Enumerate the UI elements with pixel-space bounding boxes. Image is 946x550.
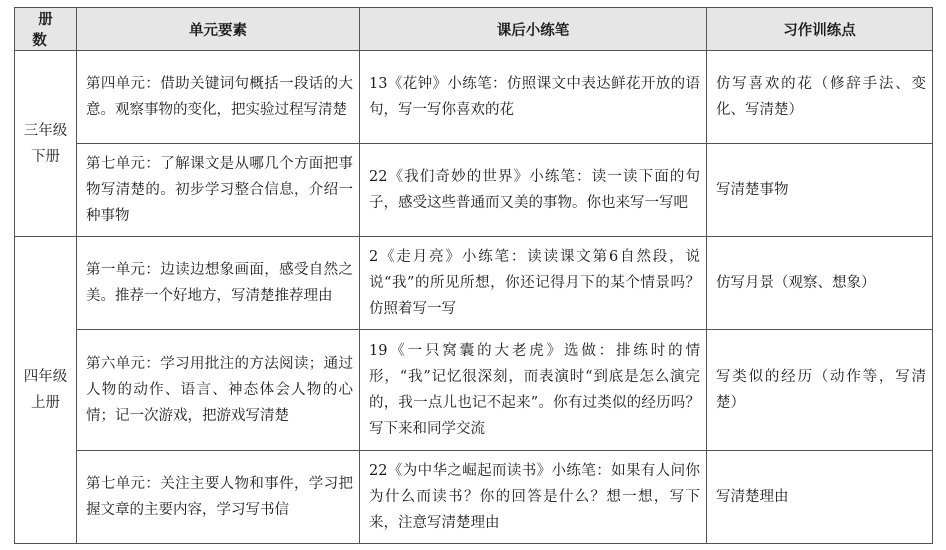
- table-row: [15, 144, 933, 237]
- writing-point-cell: 写清楚事物: [707, 144, 933, 237]
- writing-point-cell: 仿写月景（观察、想象）: [707, 237, 933, 330]
- volume-grade: 四年级: [23, 369, 68, 385]
- writing-point-cell: 写类似的经历（动作等，写清楚）: [707, 330, 933, 451]
- unit-cell: 第七单元：关注主要人物和事件，学习把握文章的主要内容，学习写书信: [77, 451, 360, 544]
- volume-term: 上册: [31, 395, 60, 411]
- table-row: [15, 237, 933, 330]
- exercise-cell: 2《走月亮》小练笔：读读课文第6自然段，说说“我”的所见所想，你还记得月下的某个情景吗？仿照着写一写: [360, 237, 707, 330]
- volume-grade: 三年级: [23, 122, 68, 139]
- unit-cell: 第四单元：借助关键词句概括一段话的大意。观察事物的变化，把实验过程写清楚: [77, 51, 360, 144]
- header-exercise: 课后小练笔: [360, 8, 707, 51]
- table-row: [15, 51, 933, 144]
- writing-point-cell: 仿写喜欢的花（修辞手法、变化、写清楚）: [707, 51, 933, 144]
- header-unit-elements: 单元要素: [77, 8, 360, 51]
- table-row: [15, 330, 933, 451]
- header-writing-point: 习作训练点: [707, 8, 933, 51]
- exercise-cell: 22《为中华之崛起而读书》小练笔：如果有人问你为什么而读书？你的回答是什么？想一想，写下来，注意写清楚理由: [360, 451, 707, 544]
- unit-cell: 第一单元：边读边想象画面，感受自然之美。推荐一个好地方，写清楚推荐理由: [77, 237, 360, 330]
- table-row: [15, 451, 933, 544]
- writing-point-cell: 写清楚理由: [707, 451, 933, 544]
- header-row: [15, 8, 933, 51]
- volume-cell: [15, 51, 77, 237]
- header-volume: 册数: [15, 8, 77, 51]
- exercise-cell: 19《一只窝囊的大老虎》选做：排练时的情形，“我”记忆很深刻，而表演时“到底是怎么演完的，我一点儿也记不起来”。你有过类似的经历吗？写下来和同学交流: [360, 330, 707, 451]
- exercise-cell: 13《花钟》小练笔：仿照课文中表达鲜花开放的语句，写一写你喜欢的花: [360, 51, 707, 144]
- unit-cell: 第六单元：学习用批注的方法阅读；通过人物的动作、语言、神态体会人物的心情；记一次游戏，把游戏写清楚: [77, 330, 360, 451]
- unit-cell: 第七单元：了解课文是从哪几个方面把事物写清楚的。初步学习整合信息，介绍一种事物: [77, 144, 360, 237]
- volume-cell: [15, 237, 77, 544]
- exercise-cell: 22《我们奇妙的世界》小练笔：读一读下面的句子，感受这些普通而又美的事物。你也来写一写吧: [360, 144, 707, 237]
- volume-term: 下册: [31, 148, 60, 165]
- curriculum-table: [14, 7, 933, 544]
